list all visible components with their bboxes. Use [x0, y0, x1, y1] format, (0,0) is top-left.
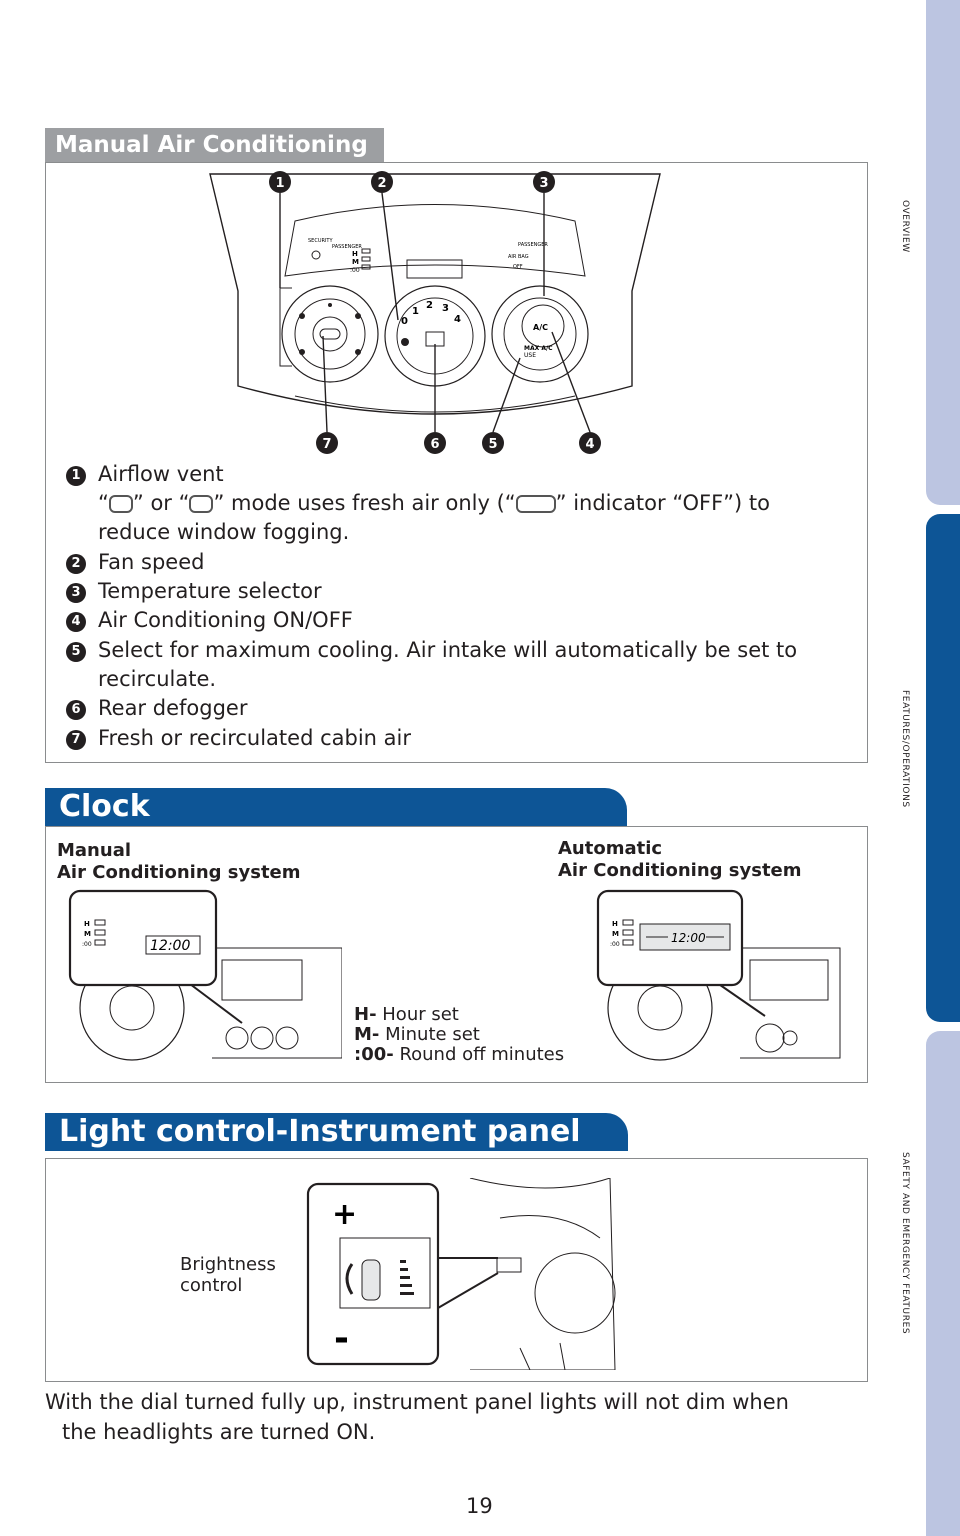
panel-passenger-text: PASSENGER: [332, 244, 362, 250]
fan-number-1: 1: [412, 306, 419, 317]
brightness-label-2: control: [180, 1275, 243, 1296]
bullet-4: 4: [66, 612, 86, 632]
auto-m-text: M: [612, 930, 619, 938]
item-max-cooling: Select for maximum cooling. Air intake will automatically be set to: [98, 638, 798, 662]
list-item: [66, 577, 322, 606]
panel-airbag-passenger-text: PASSENGER: [518, 242, 548, 248]
quote-1: “: [98, 491, 109, 515]
side-tab-overview-bg[interactable]: [926, 0, 960, 505]
legend-zero-text: Round off minutes: [393, 1044, 565, 1065]
legend-minute: [354, 1024, 480, 1045]
item-fresh-recirc: Fresh or recirculated cabin air: [98, 726, 411, 750]
defrost-icon: [189, 495, 213, 513]
light-control-title: Light control-Instrument panel: [59, 1114, 581, 1149]
fan-number-3: 3: [442, 303, 449, 314]
bullet-7: 7: [66, 730, 86, 750]
auto-system-label-1: Automatic: [558, 838, 663, 859]
callout-1: 1: [275, 176, 285, 191]
bullet-2: 2: [66, 554, 86, 574]
auto-system-label-2: Air Conditioning system: [558, 860, 802, 881]
auto-clock-time: 12:00: [671, 931, 706, 945]
panel-h-text: H: [352, 250, 358, 258]
panel-airbag-text: AIR BAG: [508, 254, 529, 260]
brightness-plus: +: [332, 1197, 358, 1232]
callout-2: 2: [377, 176, 387, 191]
list-item: [66, 636, 797, 665]
max-ac-text: MAX A/C: [524, 345, 553, 352]
panel-zero-text: :00: [350, 267, 360, 274]
callout-4: 4: [585, 437, 595, 452]
legend-hour: [354, 1004, 459, 1025]
quote-4: ” indicator “OFF”) to: [555, 491, 770, 515]
light-note-line-1: With the dial turned fully up, instrument panel lights will not dim when: [45, 1390, 789, 1414]
list-item: [66, 460, 224, 489]
bullet-5: 5: [66, 642, 86, 662]
manual-h-text: H: [84, 920, 90, 928]
manual-ac-title: Manual Air Conditioning: [55, 132, 368, 158]
legend-zero-key: :00-: [354, 1044, 394, 1065]
quote-2: ” or “: [132, 491, 190, 515]
panel-m-text: M: [352, 258, 359, 266]
manual-system-label-1: Manual: [57, 840, 132, 861]
list-item: [66, 724, 411, 753]
page-number: 19: [466, 1494, 493, 1518]
bullet-1: 1: [66, 466, 86, 486]
clock-header: [45, 788, 627, 826]
manual-clock-time: 12:00: [150, 938, 191, 954]
item-max-cooling-cont: recirculate.: [98, 667, 217, 691]
legend-m-key: M-: [354, 1024, 380, 1045]
brightness-label-1: Brightness: [180, 1254, 276, 1275]
auto-h-text: H: [612, 920, 618, 928]
auto-clock-illustration: [590, 888, 850, 1068]
panel-security-text: SECURITY: [308, 238, 333, 244]
item-airflow-vent: Airflow vent: [98, 462, 224, 486]
legend-m-text: Minute set: [379, 1024, 480, 1045]
light-note-line-2: the headlights are turned ON.: [62, 1420, 376, 1444]
manual-system-label-2: Air Conditioning system: [57, 862, 301, 883]
light-control-header: [45, 1113, 628, 1151]
legend-h-text: Hour set: [376, 1004, 459, 1025]
item-fan-speed: Fan speed: [98, 550, 205, 574]
callout-5: 5: [488, 437, 498, 452]
fan-number-0: 0: [401, 316, 408, 327]
recirculate-icon: [516, 495, 556, 513]
callout-3: 3: [539, 176, 549, 191]
item-ac-onoff: Air Conditioning ON/OFF: [98, 608, 353, 632]
brightness-minus: -: [334, 1318, 349, 1359]
callout-6: 6: [430, 437, 440, 452]
clock-title: Clock: [59, 789, 150, 824]
list-item: [66, 548, 204, 577]
brightness-control-illustration: [300, 1178, 620, 1370]
ac-dial-text: A/C: [533, 323, 548, 332]
side-tab-features-bg[interactable]: [926, 514, 960, 1022]
fan-number-4: 4: [454, 314, 461, 325]
quote-3: ” mode uses fresh air only (“: [213, 491, 516, 515]
side-tab-safety-bg[interactable]: [926, 1031, 960, 1536]
auto-zero-text: :00: [610, 941, 620, 948]
floor-defrost-icon: [109, 495, 133, 513]
panel-off-text: OFF: [513, 264, 523, 270]
airflow-detail-line: [98, 489, 770, 518]
item-temperature: Temperature selector: [98, 579, 322, 603]
airflow-detail-line-2: reduce window fogging.: [98, 520, 350, 544]
manual-ac-header: [45, 128, 384, 162]
ac-panel-illustration: [200, 166, 670, 460]
bullet-3: 3: [66, 583, 86, 603]
manual-clock-illustration: [62, 888, 342, 1068]
legend-round: [354, 1044, 564, 1065]
use-text: USE: [524, 352, 536, 359]
list-item: [66, 694, 247, 723]
callout-7: 7: [322, 437, 332, 452]
legend-h-key: H-: [354, 1004, 377, 1025]
bullet-6: 6: [66, 700, 86, 720]
manual-m-text: M: [84, 930, 91, 938]
list-item: [66, 606, 353, 635]
item-rear-defogger: Rear defogger: [98, 696, 248, 720]
fan-number-2: 2: [426, 300, 433, 311]
manual-zero-text: :00: [82, 941, 92, 948]
